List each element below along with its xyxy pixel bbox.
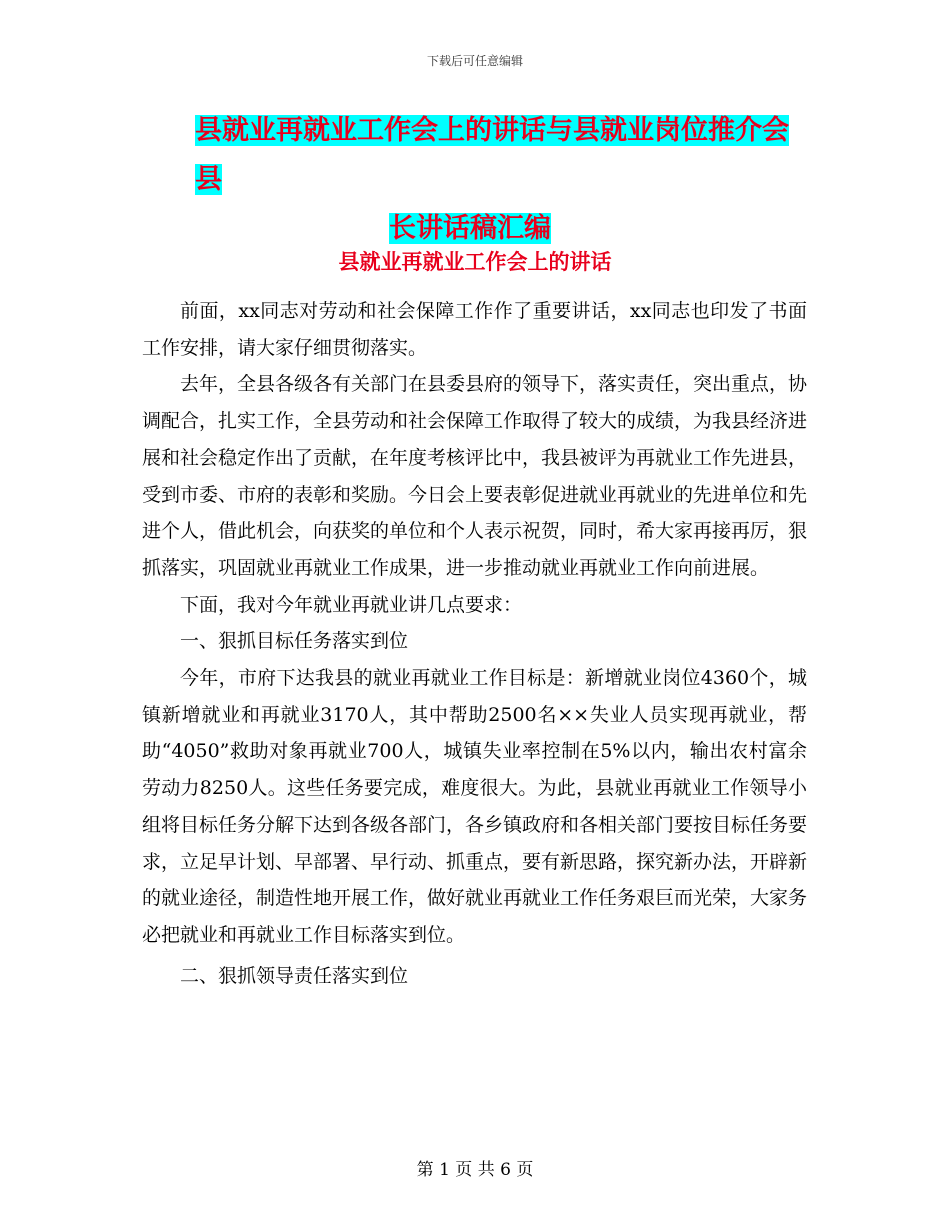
paragraph: 二、狠抓领导责任落实到位: [180, 964, 409, 987]
document-title-line-1: 县就业再就业工作会上的讲话与县就业岗位推介会县: [195, 115, 789, 195]
paragraph: 下面，我对今年就业再就业讲几点要求：: [180, 593, 523, 616]
document-title-line-2: 长讲话稿汇编: [389, 213, 551, 244]
paragraph: 去年，全县各级各有关部门在县委县府的领导下，落实责任，突出重点，协调配合，扎实工作，全县劳动和社会保障工作取得了较大的成绩，为我县经济进展和社会稳定作出了贡献，在年度考核评比中，我县被评为再就业工作先进县，受到市委、市府的表彰和奖励。今日会上要表彰促进就业再就业的先进单位和先进个人，借此机会，向获奖的单位和个人表示祝贺，同时，希大家再接再厉，狠抓落实，巩固就业再就业工作成果，进一步推动就业再就业工作向前进展。: [142, 373, 808, 579]
section-title: 县就业再就业工作会上的讲话: [338, 249, 612, 274]
page-footer: 第 1 页 共 6 页: [416, 1160, 534, 1180]
body-text: [142, 293, 807, 994]
header-note: 下载后可任意编辑: [426, 54, 523, 68]
paragraph: 今年，市府下达我县的就业再就业工作目标是：新增就业岗位4360个，城镇新增就业和再就业3170人，其中帮助2500名××失业人员实现再就业，帮助“4050”救助对象再就业700人，城镇失业率控制在5%以内，输出农村富余劳动力8250人。这些任务要完成，难度很大。为此，县就业再就业工作领导小组将目标任务分解下达到各级各部门，各乡镇政府和各相关部门要按目标任务要求，立足早计划、早部署、早行动、抓重点，要有新思路，探究新办法，开辟新的就业途径，制造性地开展工作，做好就业再就业工作任务艰巨而光荣，大家务必把就业和再就业工作目标落实到位。: [142, 667, 808, 946]
paragraph: 一、狠抓目标任务落实到位: [180, 630, 409, 653]
paragraph: 前面，xx同志对劳动和社会保障工作作了重要讲话，xx同志也印发了书面工作安排，请大家仔细贯彻落实。: [142, 300, 807, 359]
document-title: [195, 106, 805, 253]
